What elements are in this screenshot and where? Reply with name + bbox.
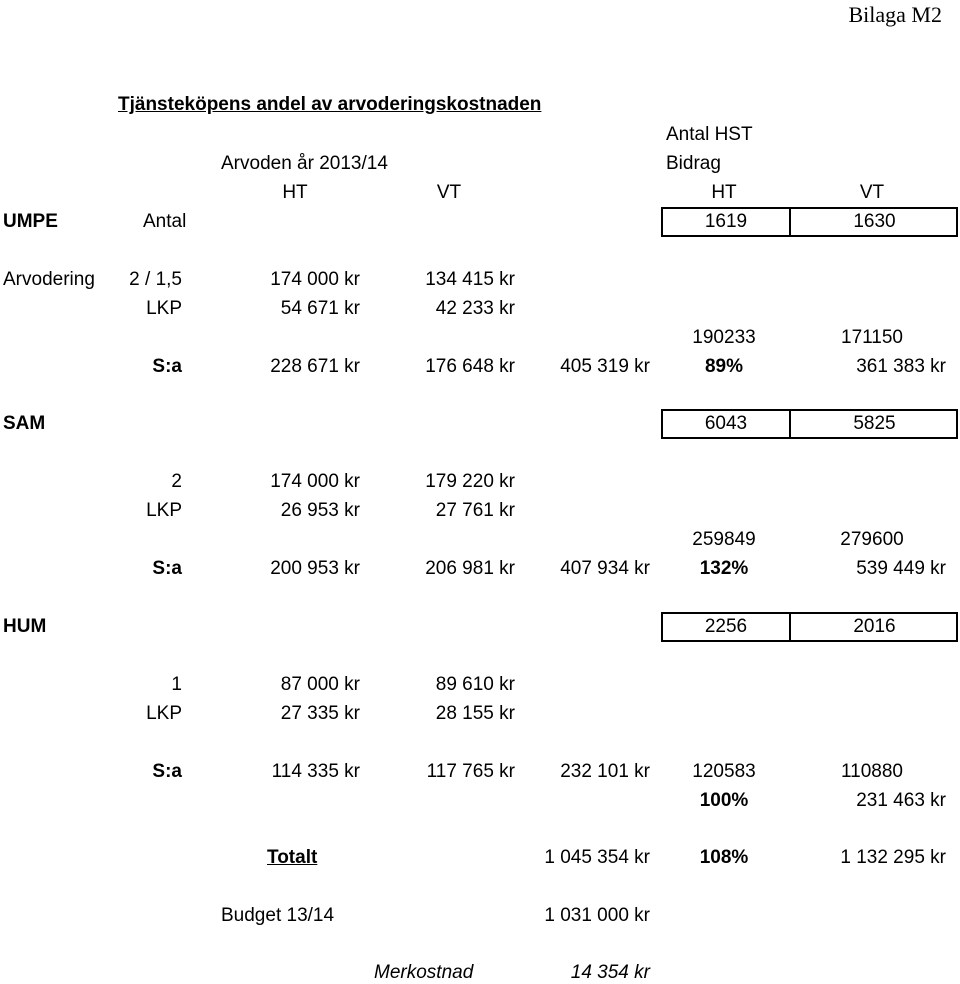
hum-label: HUM: [3, 616, 47, 637]
umpe-bidrag-ht: 190233: [692, 327, 756, 348]
hum-sum-label: S:a: [152, 761, 182, 782]
umpe-pct: 89%: [704, 356, 744, 377]
hum-row-label: LKP: [146, 703, 182, 724]
totalt-pct: 108%: [699, 847, 749, 868]
hum-row-vt: 89 610 kr: [435, 674, 515, 695]
hum-sum-total: 232 101 kr: [560, 761, 650, 782]
umpe-bidrag-vt: 171150: [841, 327, 903, 348]
hum-hst-vt: 2016: [853, 616, 896, 637]
totalt-bidrag: 1 132 295 kr: [840, 847, 946, 868]
merkostnad-label: Merkostnad: [374, 962, 474, 983]
umpe-arvodering-label: Arvodering: [3, 269, 95, 290]
hum-bidrag-vt: 110880: [841, 761, 903, 782]
sam-sum-ht: 200 953 kr: [270, 558, 360, 579]
sam-hst-ht: 6043: [704, 413, 748, 434]
hum-pct: 100%: [699, 790, 749, 811]
hum-row-ht: 27 335 kr: [280, 703, 360, 724]
ht-hst-header: HT: [711, 182, 737, 203]
antal-hst-header: Antal HST: [666, 124, 753, 145]
sam-row-vt: 179 220 kr: [425, 471, 515, 492]
hum-bidrag-ht: 120583: [692, 761, 756, 782]
sam-row-label: LKP: [146, 500, 182, 521]
sam-sum-label: S:a: [152, 558, 182, 579]
sam-pct: 132%: [699, 558, 749, 579]
umpe-row-ht: 174 000 kr: [270, 269, 360, 290]
umpe-antal-label: Antal: [143, 211, 187, 232]
budget-label: Budget 13/14: [221, 905, 335, 926]
umpe-label: UMPE: [3, 211, 58, 232]
sam-hst-vt: 5825: [853, 413, 896, 434]
budget-value: 1 031 000 kr: [544, 905, 650, 926]
hum-hst-box: [661, 612, 958, 642]
umpe-hst-ht: 1619: [704, 211, 748, 232]
totalt-value: 1 045 354 kr: [544, 847, 650, 868]
umpe-sum-vt: 176 648 kr: [425, 356, 515, 377]
sam-row-ht: 26 953 kr: [280, 500, 360, 521]
document-title: Tjänsteköpens andel av arvoderingskostnaden: [118, 94, 542, 115]
sam-sum-vt: 206 981 kr: [425, 558, 515, 579]
sam-bidrag-total: 539 449 kr: [856, 558, 946, 579]
sam-row-label: 2: [171, 471, 182, 492]
umpe-sum-label: S:a: [152, 356, 182, 377]
hum-row-label: 1: [171, 674, 182, 695]
arvoden-header: Arvoden år 2013/14: [221, 153, 388, 174]
umpe-row-vt: 134 415 kr: [425, 269, 515, 290]
hum-sum-vt: 117 765 kr: [426, 761, 515, 782]
sam-bidrag-vt: 279600: [840, 529, 904, 550]
merkostnad-value: 14 354 kr: [570, 962, 650, 983]
umpe-hst-vt: 1630: [853, 211, 896, 232]
sam-label: SAM: [3, 413, 46, 434]
umpe-hst-box: [661, 207, 958, 237]
umpe-row-label: 2 / 1,5: [129, 269, 182, 290]
umpe-sum-total: 405 319 kr: [560, 356, 650, 377]
umpe-row-vt: 42 233 kr: [435, 298, 515, 319]
hum-sum-ht: 114 335 kr: [271, 761, 360, 782]
sam-bidrag-ht: 259849: [692, 529, 756, 550]
hum-bidrag-total: 231 463 kr: [856, 790, 946, 811]
totalt-label: Totalt: [267, 847, 318, 868]
umpe-row-ht: 54 671 kr: [280, 298, 360, 319]
umpe-bidrag-total: 361 383 kr: [856, 356, 946, 377]
hum-hst-ht: 2256: [704, 616, 748, 637]
appendix-label: Bilaga M2: [848, 2, 942, 27]
umpe-row-label: LKP: [146, 298, 182, 319]
sam-row-ht: 174 000 kr: [270, 471, 360, 492]
sam-sum-total: 407 934 kr: [560, 558, 650, 579]
hum-row-vt: 28 155 kr: [435, 703, 515, 724]
hum-row-ht: 87 000 kr: [280, 674, 360, 695]
bidrag-header: Bidrag: [666, 153, 721, 174]
vt-hst-header: VT: [859, 182, 885, 203]
umpe-sum-ht: 228 671 kr: [270, 356, 360, 377]
ht-header: HT: [282, 182, 308, 203]
vt-header: VT: [436, 182, 462, 203]
sam-row-vt: 27 761 kr: [435, 500, 515, 521]
sam-hst-box: [661, 409, 958, 439]
